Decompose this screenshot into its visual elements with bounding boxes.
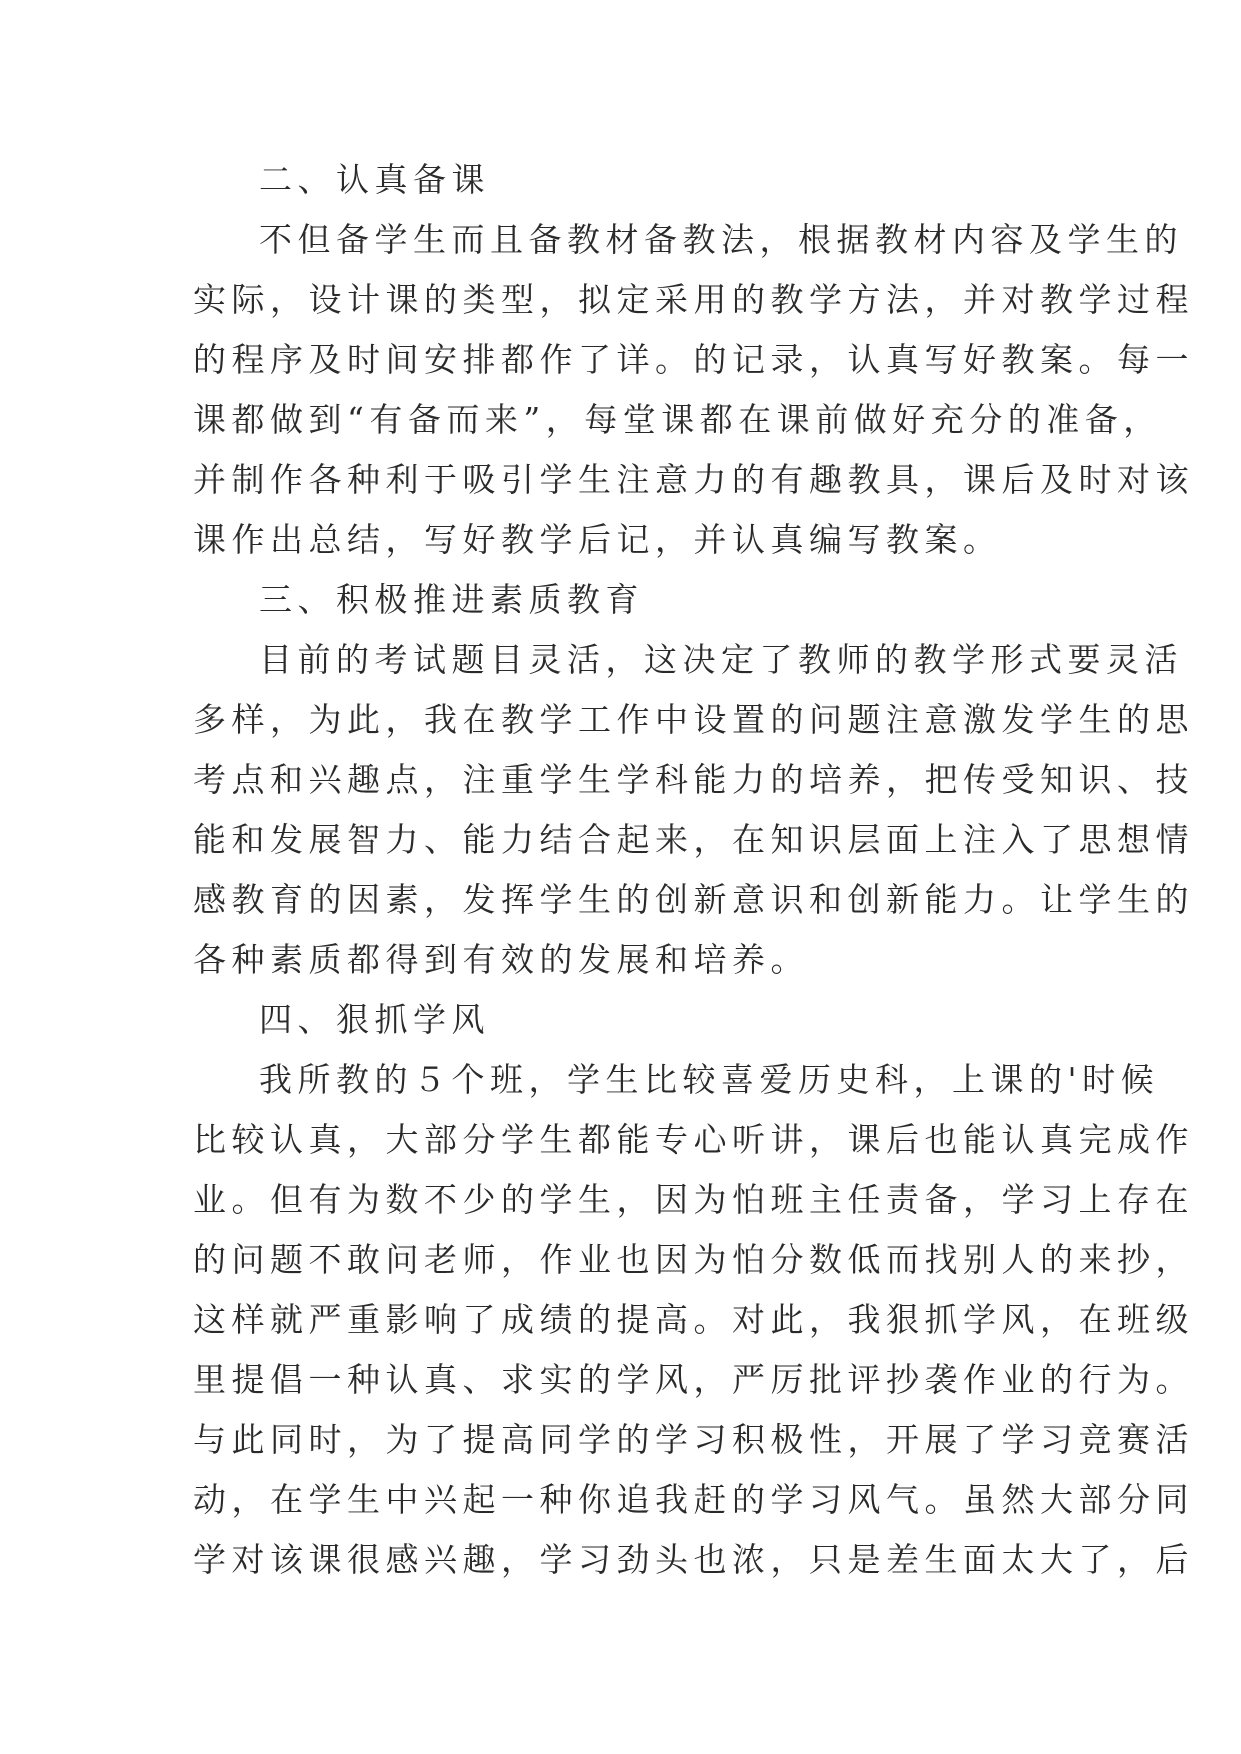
section-heading-quality-education: 三、积极推进素质教育 xyxy=(259,580,644,619)
paragraph-line: 并制作各种利于吸引学生注意力的有趣教具，课后及时对该 xyxy=(193,460,1194,499)
paragraph-line: 课作出总结，写好教学后记，并认真编写教案。 xyxy=(193,520,1002,559)
paragraph-line: 的程序及时间安排都作了详。的记录，认真写好教案。每一 xyxy=(193,340,1194,379)
paragraph-line: 实际，设计课的类型，拟定采用的教学方法，并对教学过程 xyxy=(193,280,1194,319)
paragraph-line: 业。但有为数不少的学生，因为怕班主任责备，学习上存在 xyxy=(193,1180,1194,1219)
paragraph-line: 与此同时，为了提高同学的学习积极性，开展了学习竞赛活 xyxy=(193,1420,1194,1459)
paragraph-line: 不但备学生而且备教材备教法，根据教材内容及学生的 xyxy=(259,220,1183,259)
paragraph-line: 的问题不敢问老师，作业也因为怕分数低而找别人的来抄， xyxy=(193,1240,1194,1279)
paragraph-line: 目前的考试题目灵活，这决定了教师的教学形式要灵活 xyxy=(259,640,1183,679)
document-body xyxy=(193,150,1194,1590)
paragraph-line: 感教育的因素，发挥学生的创新意识和创新能力。让学生的 xyxy=(193,880,1194,919)
paragraph-line: 这样就严重影响了成绩的提高。对此，我狠抓学风，在班级 xyxy=(193,1300,1194,1339)
paragraph-line: 课都做到“有备而来”，每堂课都在课前做好充分的准备， xyxy=(193,400,1162,439)
paragraph-line: 我所教的５个班，学生比较喜爱历史科，上课的'时候 xyxy=(259,1060,1160,1099)
paragraph-line: 各种素质都得到有效的发展和培养。 xyxy=(193,940,809,979)
paragraph-line: 多样，为此，我在教学工作中设置的问题注意激发学生的思 xyxy=(193,700,1194,739)
paragraph-line: 动，在学生中兴起一种你追我赶的学习风气。虽然大部分同 xyxy=(193,1480,1194,1519)
section-heading-prepare-lessons: 二、认真备课 xyxy=(259,160,490,199)
section-heading-study-style: 四、狠抓学风 xyxy=(259,1000,490,1039)
paragraph-line: 学对该课很感兴趣，学习劲头也浓，只是差生面太大了，后 xyxy=(193,1540,1194,1579)
paragraph-line: 比较认真，大部分学生都能专心听讲，课后也能认真完成作 xyxy=(193,1120,1194,1159)
paragraph-line: 考点和兴趣点，注重学生学科能力的培养，把传受知识、技 xyxy=(193,760,1194,799)
paragraph-line: 里提倡一种认真、求实的学风，严厉批评抄袭作业的行为。 xyxy=(193,1360,1194,1399)
paragraph-line: 能和发展智力、能力结合起来，在知识层面上注入了思想情 xyxy=(193,820,1194,859)
